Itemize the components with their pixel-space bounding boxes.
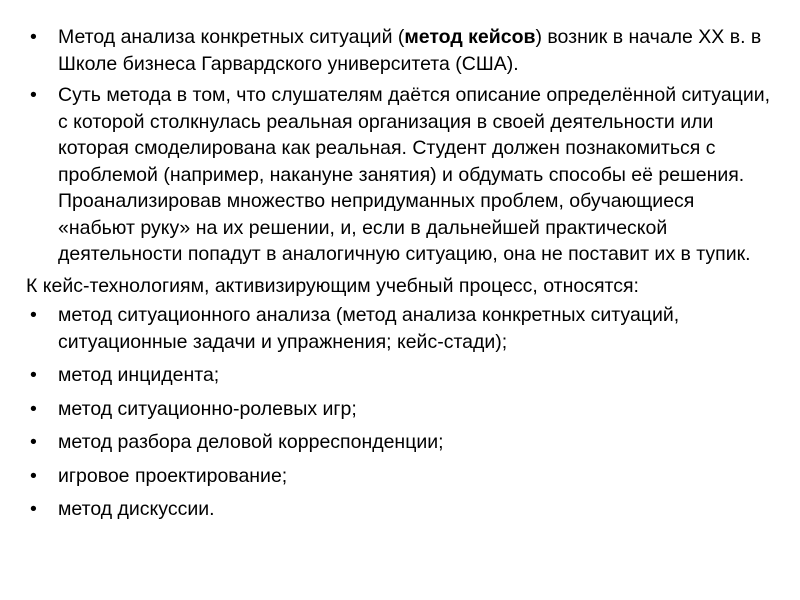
paragraph-text: [58, 26, 761, 75]
bullet-item-method-essence: [26, 82, 774, 268]
bullet-icon: •: [30, 84, 37, 106]
list-item-text: метод дискуссии.: [58, 498, 215, 520]
list-item-method: [26, 362, 774, 389]
text-after: ) возник в начале XX в. в Школе бизнеса Гарвардского университета (США).: [58, 26, 762, 75]
list-item-method: [26, 496, 774, 523]
list-item-method: [26, 396, 774, 423]
list-item-text: метод ситуационного анализа (метод анализа конкретных ситуаций, ситуационные задачи и упражнения; кейс-стади);: [58, 304, 680, 353]
list-item-method: [26, 302, 774, 355]
list-item-text: метод разбора деловой корреспонденции;: [58, 431, 444, 453]
methods-list: [26, 302, 774, 523]
paragraph-text: Суть метода в том, что слушателям даётся описание определённой ситуации, с которой столкнулась реальная организация в своей деятельности или которая смоделирована как реальная. Студент должен познакомиться с проблемой (например, накануне занятия) и обдумать способы её решения. Проанализировав множество непридуманных проблем, обучающиеся «набьют руку» на их решении, и, если в дальнейшей практической деятельности попадут в аналогичную ситуацию, она не поставит их в тупик.: [58, 84, 771, 265]
intro-line: К кейс-технологиям, активизирующим учебный процесс, относятся:: [26, 274, 639, 297]
bullet-icon: •: [30, 431, 37, 453]
bullet-icon: •: [30, 304, 37, 326]
list-item-method: [26, 429, 774, 456]
bullet-icon: •: [30, 498, 37, 520]
bullet-icon: •: [30, 464, 37, 487]
bold-term: метод кейсов: [404, 26, 536, 48]
list-item-text: метод инцидента;: [58, 364, 220, 386]
text-before: Метод анализа конкретных ситуаций (: [58, 26, 405, 48]
list-item-text: игровое проектирование;: [58, 464, 288, 487]
bullet-item-case-method-origin: [26, 24, 774, 77]
list-item-method: [26, 463, 774, 490]
bullet-icon: •: [30, 397, 37, 420]
text-block: [26, 24, 774, 523]
bullet-icon: •: [30, 26, 37, 48]
bullet-icon: •: [30, 364, 37, 386]
list-item-text: метод ситуационно-ролевых игр;: [58, 397, 357, 420]
